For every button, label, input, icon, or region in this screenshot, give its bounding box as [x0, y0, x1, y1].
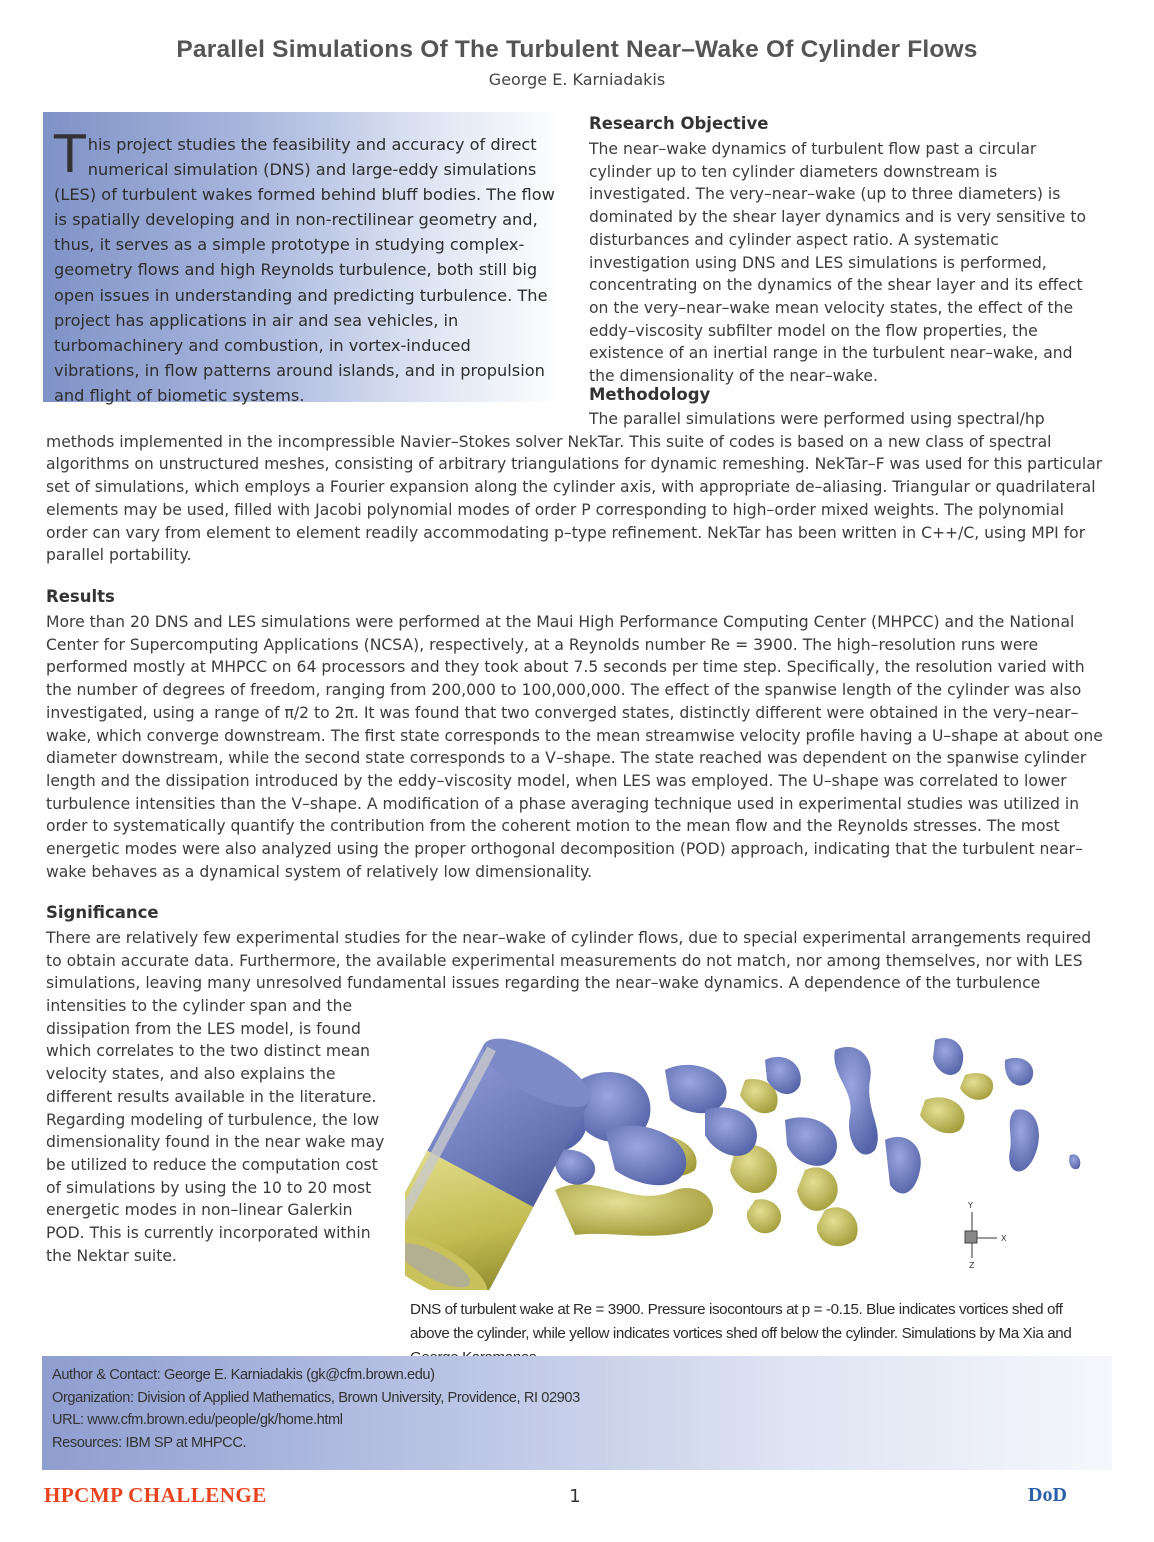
results-heading: Results [46, 587, 115, 606]
significance-heading: Significance [46, 903, 159, 922]
axis-y-label: Y [968, 1201, 973, 1210]
intro-text: his project studies the feasibility and accuracy of direct numerical simulation (DNS) and large-eddy simulations (LES) of turbulent wakes formed behind bluff bodies. The flow is spatially developing and in non-rectilinear geometry and, thus, it serves as a simple prototype in studying complex-geometry flows and high Reynolds turbulence, both still big open issues in understanding and predicting turbulence. The project has applications in air and sea vehicles, in turbomachinery and combustion, in vortex-induced vibrations, in flow patterns around islands, and in propulsion and flight of biometic systems. [54, 135, 555, 405]
research-objective-heading: Research Objective [589, 114, 769, 133]
figure-caption: DNS of turbulent wake at Re = 3900. Pressure isocontours at p = -0.15. Blue indicates vortices shed off above the cylinder, while yellow indicates vortices shed off below the cylinder. Simulations by Ma Xia and [410, 1301, 1072, 1342]
axis-triad [965, 1212, 997, 1258]
author-name: George E. Karniadakis [488, 70, 666, 89]
contact-organization: Organization: Division of Applied Mathematics, Brown University, Providence, RI 02903 [52, 1389, 580, 1406]
significance-text-wide: There are relatively few experimental studies for the near–wake of cylinder flows, due to special experimental arrangements required to obtain accurate data. Furthermore, the available experimental measurements do not match, nor among themselves, nor with LES simulations, leaving many unresolved fundamental issues regarding the near–wake dynamics. A dependence of the turbulence [46, 929, 1092, 993]
footer-dod-logo: DoD [1028, 1484, 1067, 1506]
page-number: 1 [569, 1486, 581, 1507]
simulation-figure [405, 1020, 1095, 1290]
page-title: Parallel Simulations Of The Turbulent Near–Wake Of Cylinder Flows [176, 36, 978, 63]
methodology-text: The parallel simulations were performed using spectral/hp methods implemented in the incompressible Navier–Stokes solver NekTar. This suite of codes is based on a new class of spectral algorithms on unstructured meshes, consisting of arbitrary triangulations for dynamic remeshing. NekTar–F was used for this particular set of simulations, which employs a Fourier expansion along the cylinder axis, with appropriate de–aliasing. Triangular or quadrilateral elements may be used, filled with Jacobi polynomial modes of order P corresponding to high–order mixed weights. The polynomial order can vary from element to element readily accommodating p–type refinement. NekTar has been written in C++/C, using MPI for parallel portability. [46, 410, 1103, 565]
methodology-heading: Methodology [589, 385, 711, 404]
contact-author: Author & Contact: George E. Karniadakis (gk@cfm.brown.edu) [52, 1367, 435, 1383]
intro-dropcap: T [54, 125, 86, 185]
research-objective-text: The near–wake dynamics of turbulent flow past a circular cylinder up to ten cylinder diameters downstream is investigated. The very–near–wake (up to three diameters) is dominated by the shear layer dynamics and is very sensitive to disturbances and cylinder aspect ratio. A systematic investigation using DNS and LES simulations is performed, concentrating on the dynamics of the shear layer and its effect on the very–near–wake mean velocity states, the effect of the eddy–viscosity subfilter model on the flow properties, the existence of an inertial range in the turbulent near–wake, and the dimensionality of the near–wake. [589, 140, 1087, 386]
intro-paragraph [54, 125, 559, 408]
contact-resources: Resources: IBM SP at MHPCC. [52, 1434, 247, 1451]
axis-x-label: X [1001, 1234, 1007, 1243]
footer-hpcmp-logo: HPCMP CHALLENGE [44, 1483, 267, 1507]
results-text: More than 20 DNS and LES simulations were performed at the Maui High Performance Computing Center (MHPCC) and the National Center for Supercomputing Applications (NCSA), respectively, at a Reynolds number Re = 3900. The high–resolution runs were performed mostly at MHPCC on 64 processors and they took about 7.5 seconds per time step. Specifically, the resolution varied with the number of degrees of freedom, ranging from 200,000 to 100,000,000. The effect of the spanwise length of the cylinder was also investigated, using a range of π/2 to 2π. It was found that two converged states, distinctly different were obtained in the very–near–wake, which converge downstream. The first state corresponds to the mean streamwise velocity profile having a U–shape at about one diameter downstream, while the second state corresponds to a V–shape. The state reached was dependent on the spanwise cylinder length and the dissipation introduced by the eddy–viscosity model, when LES was employed. The U–shape was correlated to lower turbulence intensities than the V–shape. A modification of a phase averaging technique used in experimental studies was utilized in order to systematically quantify the contribution from the coherent motion to the mean flow and the Reynolds stresses. The most energetic modes were also analyzed using the proper orthogonal decomposition (POD) approach, indicating that the turbulent near–wake behaves as a dynamical system of relatively low dimensionality. [46, 613, 1103, 881]
significance-text-narrow: intensities to the cylinder span and the dissipation from the LES model, is found which correlates to the two distinct mean velocity states, and also explains the different results available in the literature. Regarding modeling of turbulence, the low dimensionality found in the near wake may be utilized to reduce the computation cost of simulations by using the 10 to 20 most energetic modes in non–linear Galerkin POD. This is currently incorporated within the Nektar suite. [46, 997, 385, 1265]
axis-z-label: Z [969, 1261, 975, 1270]
contact-url: URL: www.cfm.brown.edu/people/gk/home.html [52, 1412, 343, 1428]
contact-block [52, 1364, 752, 1454]
